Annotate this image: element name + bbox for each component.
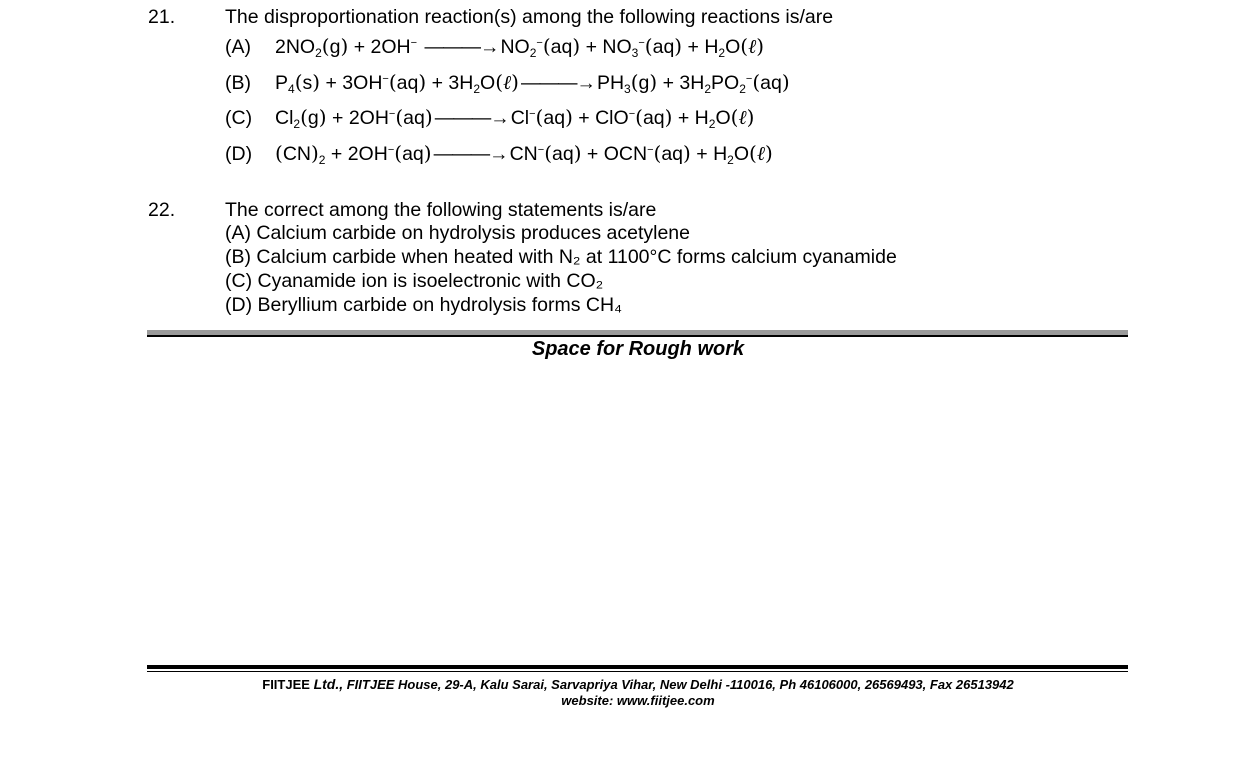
- footer-divider: [147, 671, 1128, 672]
- reaction-equation: $P_4(s) + 3OH^-(aq)$ + $3H_2O(\ell)$ ———→ $PH_3(g) + 3H_2PO_2^-(aq)$: [275, 70, 790, 96]
- brand-ltd: Ltd.,: [313, 676, 344, 692]
- option-label: (C): [225, 107, 253, 129]
- option-label: (C): [225, 270, 253, 292]
- option-text: Cyanamide ion is isoelectronic with CO₂: [257, 270, 604, 292]
- option-text: Calcium carbide on hydrolysis produces acetylene: [256, 222, 690, 244]
- q21-option-d: [225, 141, 773, 166]
- q22-option-d: [225, 294, 622, 317]
- rough-work-heading: Space for Rough work: [531, 338, 745, 360]
- footer-address: FIITJEE House, 29-A, Kalu Sarai, Sarvapriya Vihar, New Delhi -110016, Ph 46106000, 26569493, Fax 26513942: [346, 677, 1014, 692]
- option-label: (D): [225, 294, 253, 316]
- divider: [147, 335, 1128, 337]
- reaction-equation: $(CN)_2 + 2OH^-(aq)$ ———→ $CN^-(aq) + OCN^-(aq) + H_2O(\ell)$: [275, 141, 773, 167]
- reaction-equation: $2NO_2(g) + 2OH^-$ ———→ $NO_2^-(aq) + NO_3^-(aq)$ + $H_2O(\ell)$: [275, 34, 765, 60]
- option-label: (B): [225, 72, 251, 94]
- brand-name: FIITJEE: [262, 677, 310, 692]
- q22-option-a: [225, 222, 690, 245]
- footer-website: website: www.fiitjee.com: [561, 693, 715, 708]
- option-label: (A): [225, 36, 251, 58]
- option-label: (A): [225, 222, 251, 244]
- q21-option-c: [225, 105, 754, 130]
- question-number: 21.: [148, 6, 176, 28]
- option-text: Calcium carbide when heated with N₂ at 1100°C forms calcium cyanamide: [256, 246, 897, 268]
- question-text: The correct among the following statements is/are: [225, 199, 657, 221]
- q21-option-a: [225, 34, 764, 59]
- question-number: 22.: [148, 199, 176, 221]
- option-label: (B): [225, 246, 251, 268]
- q22-option-b: [225, 246, 897, 269]
- q21-option-b: [225, 70, 790, 95]
- reaction-equation: $Cl_2(g) + 2OH^-(aq)$ ———→ $Cl^-(aq) + ClO^-(aq) + H_2O(\ell)$: [275, 105, 755, 131]
- option-label: (D): [225, 143, 253, 165]
- footer-address-line: [0, 676, 1238, 693]
- footer: [0, 676, 1238, 709]
- option-text: Beryllium carbide on hydrolysis forms CH₄: [257, 294, 622, 316]
- q22-option-c: [225, 270, 603, 293]
- question-text: The disproportionation reaction(s) among the following reactions is/are: [225, 6, 834, 28]
- footer-divider: [147, 665, 1128, 669]
